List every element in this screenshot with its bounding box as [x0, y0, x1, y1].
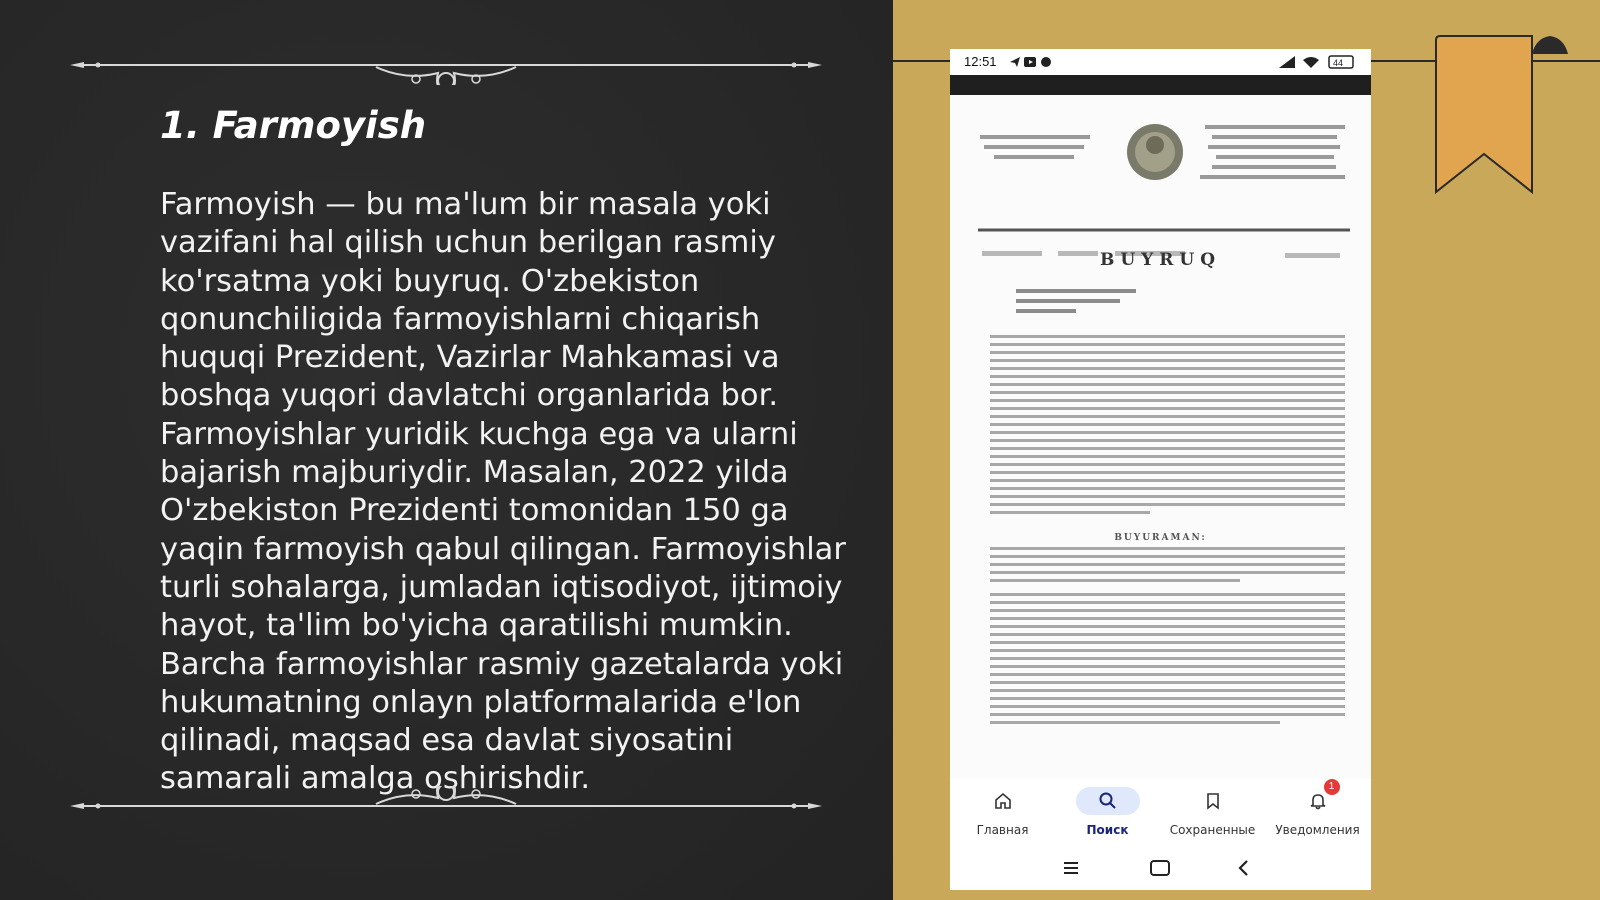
top-ornament-divider — [66, 45, 826, 85]
back-icon[interactable] — [1240, 861, 1247, 875]
status-bar — [950, 49, 1371, 75]
bell-icon — [1308, 791, 1328, 811]
notification-icons — [1008, 54, 1058, 70]
scanned-order-document — [950, 95, 1371, 787]
bell-icon-wrap — [1286, 781, 1350, 815]
nav-item-home[interactable] — [950, 787, 1055, 837]
slide-body-text: Farmoyish — bu ma'lum bir masala yoki vazifani hal qilish uchun berilgan rasmiy ko'rsatma yoki buyruq. O'zbekiston qonunchiligida farmoyishlarni chiqarish huquqi Prezident, Vazirlar Mahkamasi va boshqa yuqori davlatchi organlarida bor. Farmoyishlar yuridik kuchga ega va ularni bajarish majburiydir. Masalan, 2022 yilda O'zbekiston Prezidenti tomonidan 150 ga yaqin farmoyish qabul qilingan. Farmoyishlar turli sohalarga, jumladan iqtisodiyot, ijtimoiy hayot, ta'lim bo'yicha qaratilishi mumkin. Barcha farmoyishlar rasmiy gazetalarda yoki hukumatning onlayn platformalarida e'lon qilinadi, maqsad esa davlat siyosatini samarali amalga oshirishdir. — [160, 187, 846, 797]
nav-label-notifications: Уведомления — [1275, 823, 1360, 837]
bookmark-icon — [1203, 791, 1223, 811]
slide-title: 1. Farmoyish — [160, 104, 427, 147]
status-time: 12:51 — [964, 54, 997, 69]
app-top-bar — [950, 75, 1371, 95]
bookmark-ribbon-decoration — [1432, 34, 1568, 204]
nav-item-saved[interactable] — [1160, 787, 1265, 837]
nav-label-search: Поиск — [1086, 823, 1129, 837]
document-image[interactable] — [950, 95, 1371, 787]
home-button-icon[interactable] — [1151, 861, 1169, 875]
nav-item-search[interactable] — [1055, 787, 1160, 837]
battery-level: 44 — [1333, 58, 1344, 68]
home-icon-wrap — [971, 787, 1035, 815]
document-subheading: BUYURAMAN: — [1114, 533, 1207, 543]
menu-icon[interactable] — [1064, 863, 1078, 873]
bookmark-icon-wrap — [1181, 787, 1245, 815]
search-icon — [1098, 791, 1118, 811]
system-navigation-bar — [950, 849, 1371, 890]
notification-badge: 1 — [1324, 779, 1340, 795]
bottom-navigation — [950, 779, 1371, 849]
signal-wifi-battery-icons — [1277, 54, 1357, 70]
search-icon-wrap — [1076, 787, 1140, 815]
nav-item-notifications[interactable] — [1265, 781, 1370, 837]
phone-screenshot — [950, 49, 1371, 890]
nav-label-home: Главная — [976, 823, 1029, 837]
home-icon — [993, 791, 1013, 811]
nav-label-saved: Сохраненные — [1169, 823, 1256, 837]
bottom-ornament-divider — [66, 786, 826, 826]
document-heading: BUYRUQ — [1099, 250, 1222, 270]
